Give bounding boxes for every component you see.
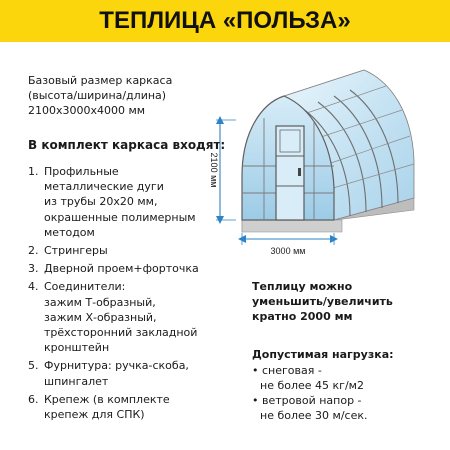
list-item-line: металлические дуги: [44, 180, 164, 194]
height-dimension: [209, 116, 236, 224]
list-item-line: крепеж для СПК): [44, 408, 145, 422]
base-size-line: 2100x3000x4000 мм: [28, 104, 146, 117]
page-title: ТЕПЛИЦА «ПОЛЬЗА»: [99, 7, 351, 34]
width-label: 3000 мм: [270, 246, 306, 256]
list-item-line: не более 45 кг/м2: [260, 379, 364, 392]
list-item-line: шпингалет: [44, 374, 109, 388]
list-item-line: Крепеж (в комплекте: [44, 392, 170, 406]
list-item-line: зажим Т-образный,: [44, 295, 156, 309]
list-item-text: [44, 392, 228, 422]
list-item-line: Профильные: [44, 165, 119, 178]
list-item: [28, 164, 228, 240]
kit-title: В комплект каркаса входят:: [28, 138, 226, 152]
list-item-line: кронштейн: [44, 341, 110, 355]
list-item-line: методом: [44, 225, 95, 239]
list-item: [28, 261, 228, 276]
list-item-number: 1.: [28, 165, 39, 178]
greenhouse-illustration: [206, 56, 450, 266]
list-item-text: [44, 261, 228, 276]
load-title: Допустимая нагрузка:: [252, 348, 394, 361]
list-item-number: 4.: [28, 280, 39, 294]
list-item-line: Стрингеры: [44, 244, 108, 258]
list-item-line: Фурнитура: ручка-скоба,: [44, 359, 189, 373]
list-item-text: [44, 164, 228, 240]
base-size-block: [28, 73, 218, 118]
list-item: [28, 279, 228, 355]
list-item-line: • снеговая -: [252, 364, 322, 377]
list-item-line: не более 30 м/сек.: [260, 409, 368, 422]
scale-note-line: кратно 2000 мм: [252, 310, 353, 323]
kit-list: [28, 164, 228, 425]
list-item-line: трёхсторонний закладной: [44, 326, 198, 340]
scale-note: [252, 279, 442, 324]
list-item: [252, 363, 442, 393]
list-item-line: окрашенные полимерным: [44, 210, 196, 224]
list-item: [28, 358, 228, 388]
list-item-number: 5.: [28, 359, 39, 373]
door-handle: [298, 168, 301, 176]
list-item-line: • ветровой напор -: [252, 394, 362, 407]
list-item-text: [44, 358, 228, 388]
title-banner: [0, 0, 450, 42]
list-item-line: Дверной проем+форточка: [44, 262, 199, 276]
list-item-number: 2.: [28, 244, 39, 258]
base-size-line: (высота/ширина/длина): [28, 89, 167, 102]
base-size-line: Базовый размер каркаса: [28, 74, 173, 87]
height-label: 2100 мм: [209, 152, 219, 188]
list-item: [252, 393, 442, 423]
width-dimension: [238, 233, 338, 256]
list-item: [28, 243, 228, 258]
scale-note-line: Теплицу можно: [252, 280, 353, 293]
list-item-line: Соединители:: [44, 280, 126, 294]
load-list: [252, 363, 442, 423]
list-item-number: 6.: [28, 392, 39, 406]
list-item: [28, 392, 228, 422]
list-item-number: 3.: [28, 262, 39, 276]
foundation-front: [242, 220, 342, 232]
list-item-line: из трубы 20x20 мм,: [44, 195, 158, 209]
list-item-line: зажим Х-образный,: [44, 310, 157, 324]
scale-note-line: уменьшить/увеличить: [252, 295, 393, 308]
list-item-text: [44, 243, 228, 258]
list-item-text: [44, 279, 228, 355]
